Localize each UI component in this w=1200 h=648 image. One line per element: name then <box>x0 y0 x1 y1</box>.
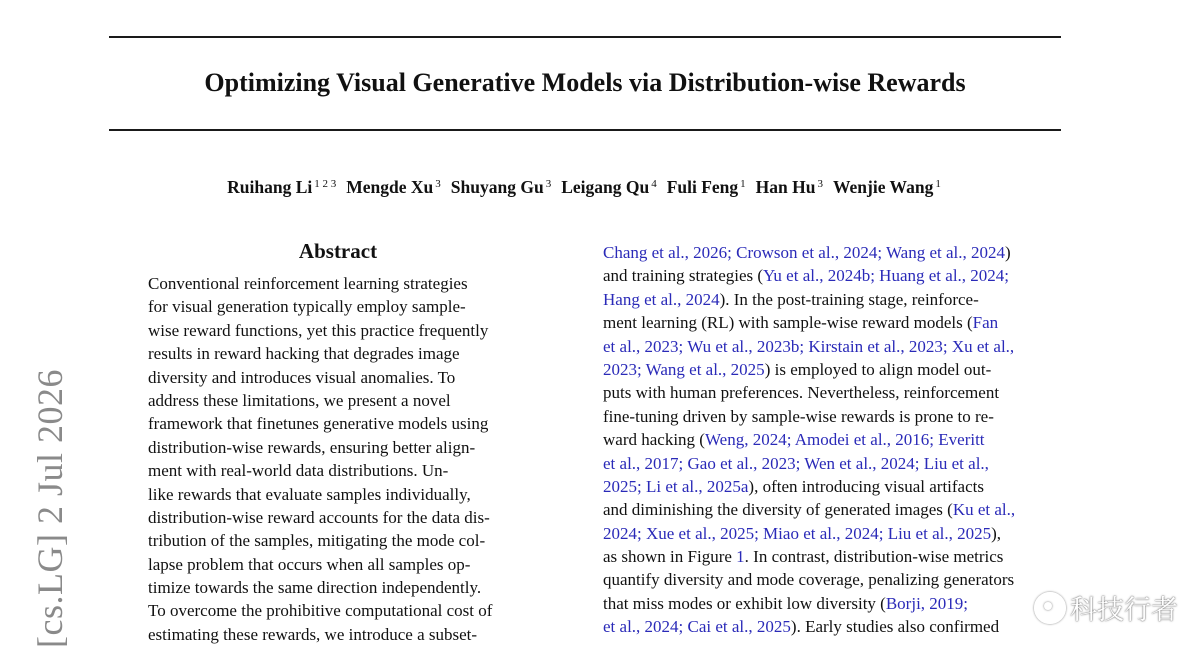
abstract-body <box>148 272 530 646</box>
intro-text: that miss modes or exhibit low diversity ( <box>603 593 886 613</box>
watermark-text: 科技行者 <box>1070 595 1178 626</box>
intro-text: as shown in Figure <box>603 547 737 567</box>
intro-line <box>603 545 1063 568</box>
abstract-line: Conventional reinforcement learning strategies <box>148 274 468 293</box>
author-affiliation: 1 <box>935 178 941 190</box>
intro-line <box>603 405 1063 428</box>
intro-text: quantify diversity and mode coverage, penalizing generators <box>603 570 1015 590</box>
intro-line <box>603 381 1063 404</box>
citation-link[interactable]: et al., 2017; Gao et al., 2023; Wen et al., 2024; Liu et al., <box>603 453 989 473</box>
author-affiliation: 4 <box>651 178 657 190</box>
abstract-line: timize towards the same direction independently. <box>148 578 482 598</box>
title-bottom-rule <box>109 129 1061 131</box>
intro-text: ) is employed to align model out- <box>764 359 992 379</box>
intro-line <box>603 428 1063 451</box>
abstract-line: framework that finetunes generative models using <box>148 414 489 434</box>
intro-text: fine-tuning driven by sample-wise rewards is prone to re- <box>603 406 994 426</box>
intro-text: and training strategies ( <box>603 266 764 286</box>
abstract-line: address these limitations, we present a novel <box>148 390 451 410</box>
intro-line <box>603 264 1063 287</box>
author-list <box>0 172 1168 199</box>
citation-link[interactable]: 2023; Wang et al., 2025 <box>603 359 765 379</box>
author-affiliation: 3 <box>545 178 552 190</box>
abstract-line: tribution of the samples, mitigating the mode col- <box>148 531 486 551</box>
intro-line <box>603 241 1063 264</box>
author-name: Shuyang Gu <box>450 177 544 197</box>
top-rule <box>109 36 1061 38</box>
intro-line <box>603 335 1063 358</box>
intro-line <box>603 452 1063 475</box>
arxiv-stamp: [cs.LG] 2 Jul 2026 <box>30 369 70 648</box>
intro-text: puts with human preferences. Nevertheless, reinforcement <box>603 383 1000 403</box>
abstract-line: distribution-wise rewards, ensuring better align- <box>148 437 476 457</box>
intro-line <box>603 498 1063 521</box>
citation-link[interactable]: et al., 2023; Wu et al., 2023b; Kirstain et al., 2023; Xu et al., <box>603 336 1015 356</box>
intro-text: . In contrast, distribution-wise metrics <box>744 547 1004 567</box>
author <box>227 177 336 197</box>
intro-line <box>603 358 1063 381</box>
abstract-heading: Abstract <box>298 239 378 263</box>
citation-link[interactable]: 2024; Xue et al., 2025; Miao et al., 2024; Liu et al., 2025 <box>603 523 992 543</box>
author <box>833 177 941 197</box>
citation-link[interactable]: Ku et al., <box>952 500 1016 520</box>
intro-text: ) <box>1005 243 1011 262</box>
citation-link[interactable]: 2025; Li et al., 2025a <box>603 476 749 496</box>
author-name: Mengde Xu <box>346 177 434 197</box>
intro-line <box>603 568 1063 591</box>
author <box>561 177 657 197</box>
author-affiliation: 3 <box>435 178 441 190</box>
intro-text: and diminishing the diversity of generated images ( <box>603 500 953 520</box>
abstract-line: distribution-wise reward accounts for the data dis- <box>148 507 490 527</box>
citation-link[interactable]: Borji, 2019; <box>885 593 969 613</box>
citation-link[interactable]: Fan <box>972 313 999 333</box>
abstract-line: ment with real-world data distributions. Un- <box>148 461 449 481</box>
citation-link[interactable]: et al., 2024; Cai et al., 2025 <box>603 617 791 637</box>
intro-line <box>603 615 1063 638</box>
author <box>346 177 441 197</box>
abstract-line: estimating these rewards, we introduce a subset- <box>148 624 478 644</box>
watermark <box>1034 588 1178 627</box>
abstract-line: To overcome the prohibitive computational cost of <box>148 601 493 621</box>
intro-text: ward hacking ( <box>603 430 705 450</box>
introduction-body <box>603 241 1063 639</box>
citation-link[interactable]: Weng, 2024; Amodei et al., 2016; Everitt <box>704 430 985 450</box>
intro-text: ). Early studies also confirmed <box>790 617 1000 637</box>
eye-logo-icon <box>1034 592 1066 624</box>
citation-link[interactable]: Hang et al., 2024 <box>603 289 720 309</box>
intro-line <box>603 475 1063 498</box>
author-affiliation: 3 <box>817 178 823 190</box>
author-name: Ruihang Li <box>227 177 313 197</box>
abstract-line: diversity and introduces visual anomalies. To <box>148 367 456 387</box>
intro-text: ), <box>991 523 1002 543</box>
author-name: Han Hu <box>755 177 816 197</box>
author <box>667 177 746 197</box>
intro-line <box>603 592 1063 615</box>
paper-title: Optimizing Visual Generative Models via Distribution-wise Rewards <box>204 68 966 97</box>
intro-text: ment learning (RL) with sample-wise reward models ( <box>603 313 973 333</box>
abstract-line: like rewards that evaluate samples individually, <box>148 484 471 504</box>
intro-text: ), often introducing visual artifacts <box>748 476 984 496</box>
intro-line <box>603 288 1063 311</box>
abstract-line: for visual generation typically employ sample- <box>148 297 466 317</box>
intro-text: ). In the post-training stage, reinforce- <box>719 289 979 309</box>
author-name: Wenjie Wang <box>833 177 934 197</box>
author <box>451 177 551 197</box>
author-name: Fuli Feng <box>666 177 739 197</box>
author-affiliation: 1 <box>740 178 746 190</box>
citation-link[interactable]: Chang et al., 2026; Crowson et al., 2024; Wang et al., 2024 <box>603 243 1006 262</box>
author-name: Leigang Qu <box>561 177 650 197</box>
citation-link[interactable]: Yu et al., 2024b; Huang et al., 2024; <box>763 266 1010 286</box>
intro-line <box>603 522 1063 545</box>
abstract-line: wise reward functions, yet this practice frequently <box>148 320 489 340</box>
citation-link[interactable]: 1 <box>736 547 745 567</box>
author-affiliation: 1 2 3 <box>314 178 337 190</box>
intro-line <box>603 311 1063 334</box>
author <box>756 177 823 197</box>
abstract-line: results in reward hacking that degrades image <box>148 344 460 364</box>
abstract-line: lapse problem that occurs when all samples op- <box>148 554 471 574</box>
